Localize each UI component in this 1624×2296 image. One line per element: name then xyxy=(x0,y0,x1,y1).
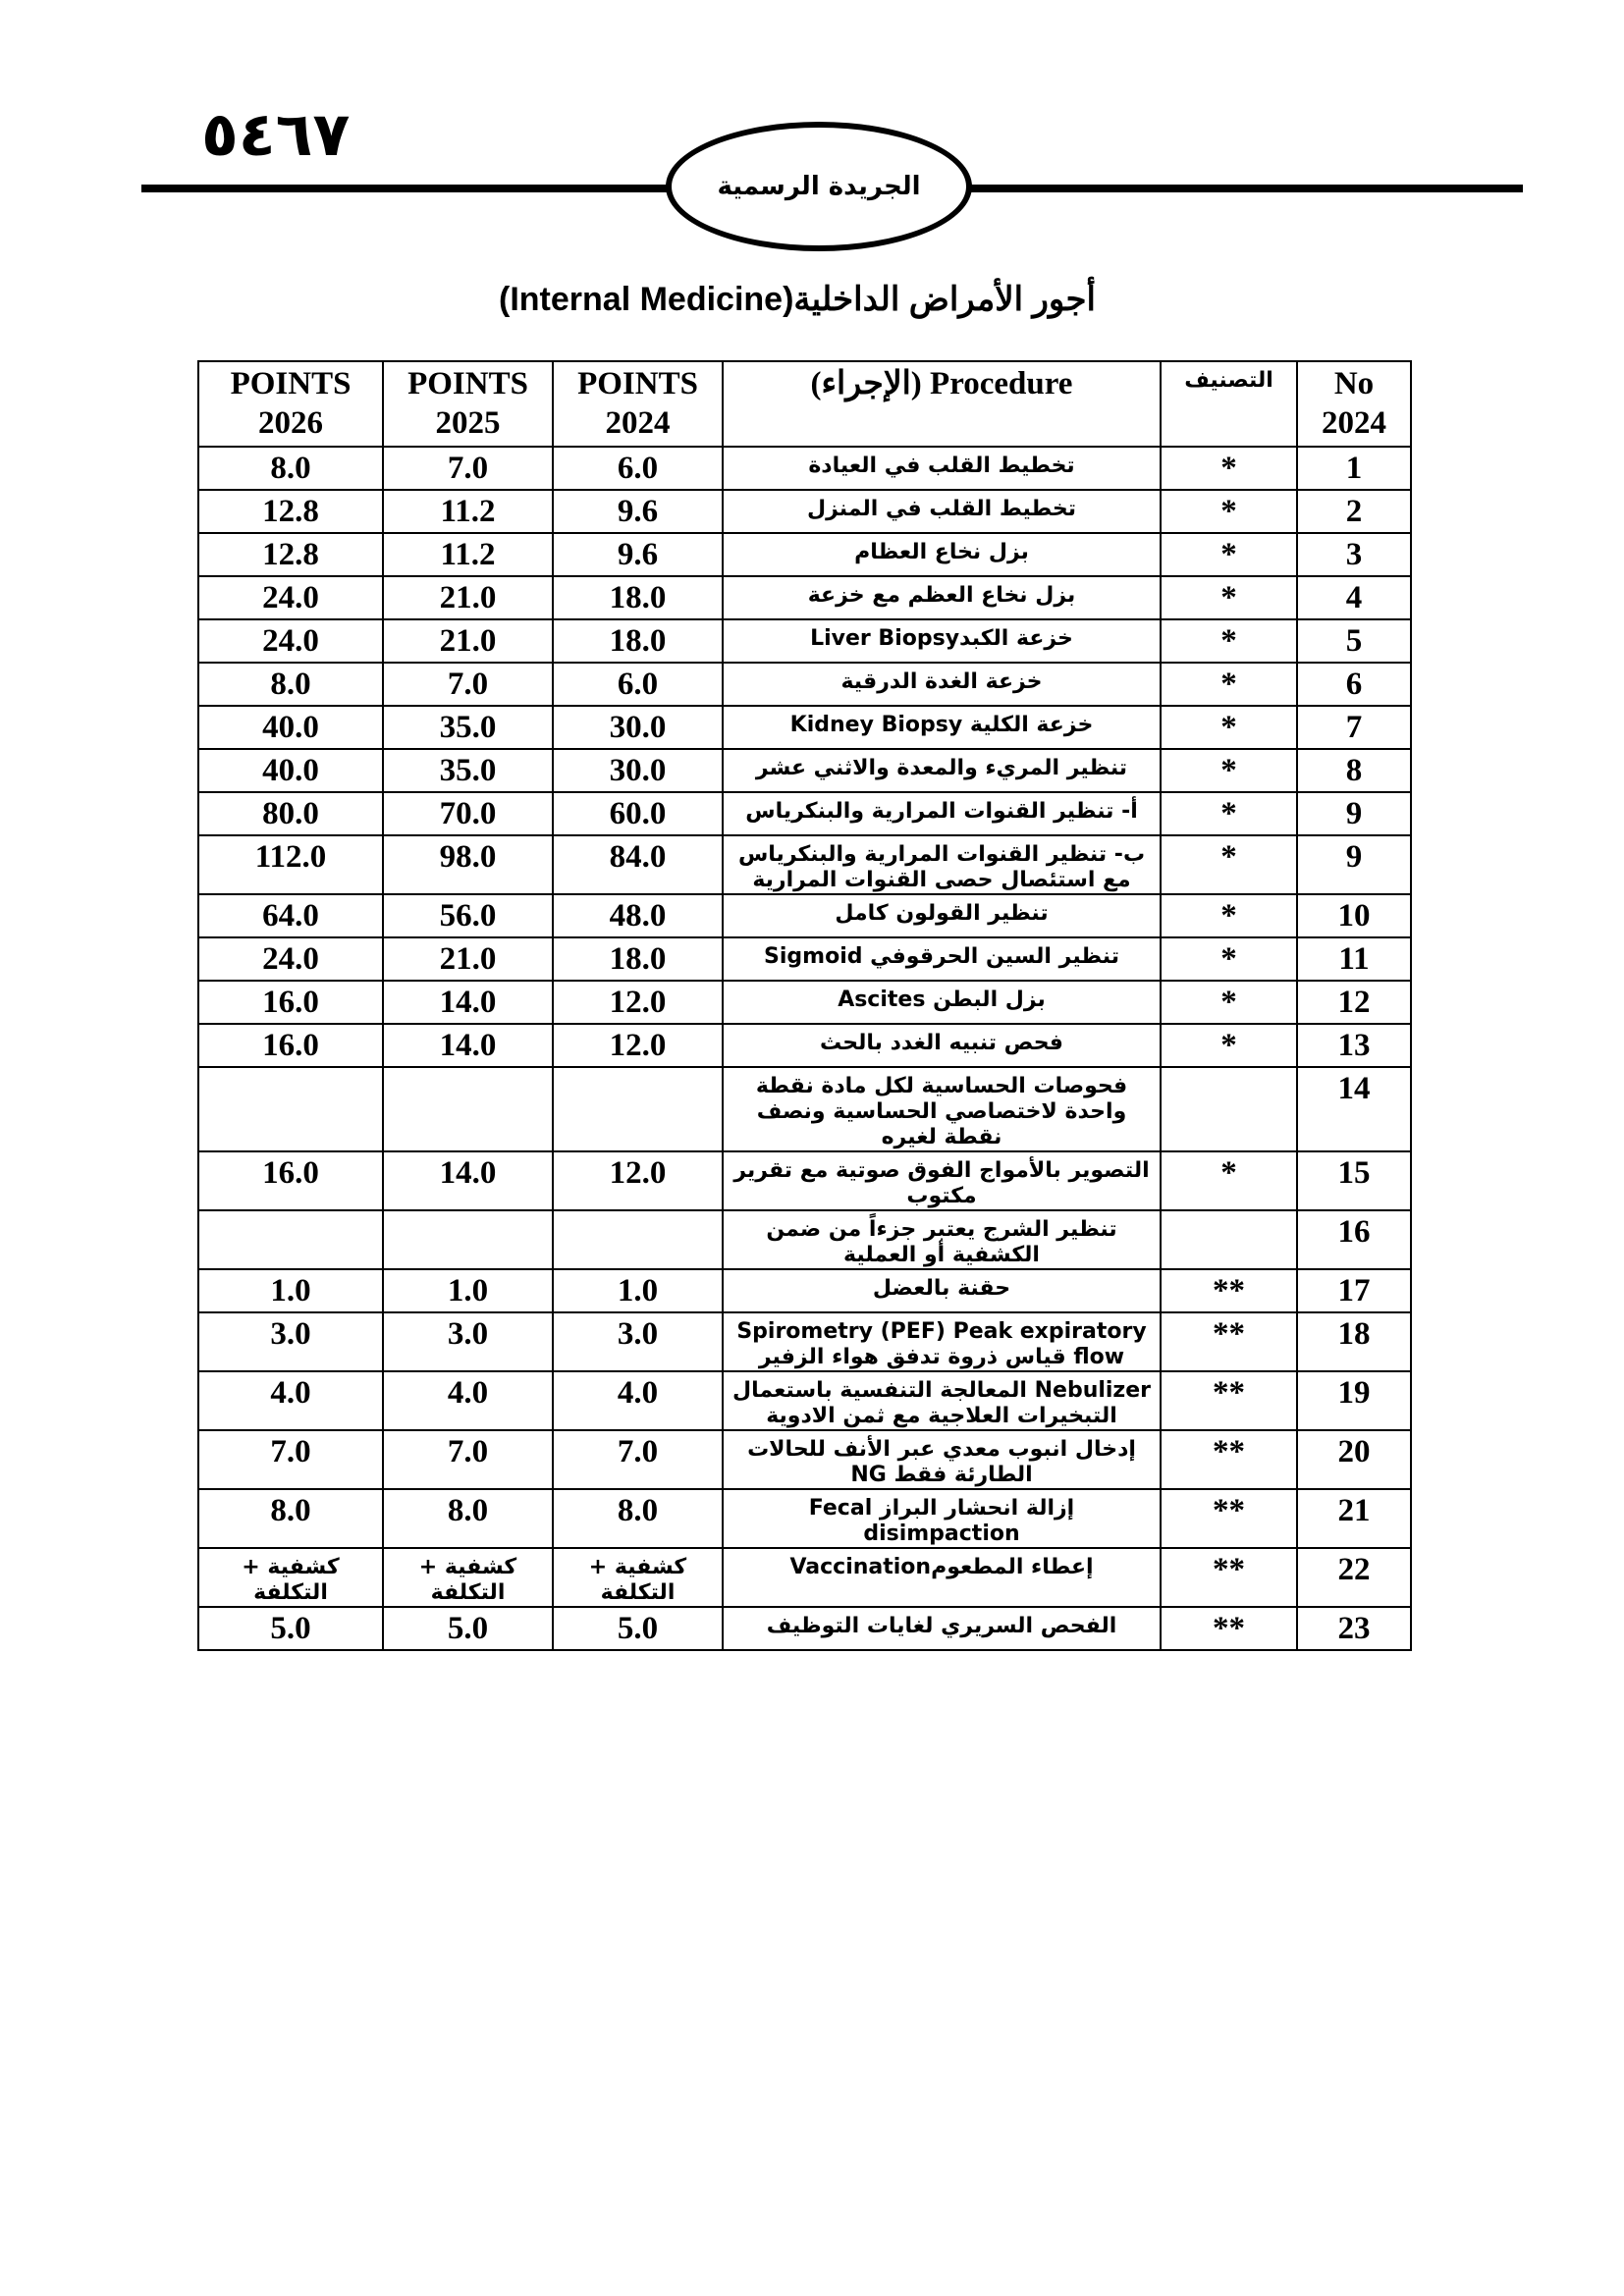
cell-classification: * xyxy=(1161,1151,1297,1210)
cell-points-2025: كشفية + التكلفة xyxy=(383,1548,553,1607)
cell-points-2025: 7.0 xyxy=(383,447,553,490)
cell-classification: * xyxy=(1161,937,1297,981)
cell-points-2024: 8.0 xyxy=(553,1489,723,1548)
cell-points-2025: 8.0 xyxy=(383,1489,553,1548)
cell-points-2025: 56.0 xyxy=(383,894,553,937)
table-row xyxy=(198,490,1411,533)
cell-points-2026: 80.0 xyxy=(198,792,383,835)
cell-procedure: حقنة بالعضل xyxy=(723,1269,1161,1312)
cell-points-2025: 35.0 xyxy=(383,749,553,792)
table-row xyxy=(198,619,1411,663)
header-procedure: Procedure (الإجراء) xyxy=(723,361,1161,447)
cell-procedure: إدخال انبوب معدي عبر الأنف للحالات الطارئة فقط NG xyxy=(723,1430,1161,1489)
cell-no: 4 xyxy=(1297,576,1411,619)
cell-points-2026: 12.8 xyxy=(198,533,383,576)
cell-procedure: Nebulizer المعالجة التنفسية باستعمال التبخيرات العلاجية مع ثمن الادوية xyxy=(723,1371,1161,1430)
cell-points-2024: كشفية + التكلفة xyxy=(553,1548,723,1607)
cell-points-2026 xyxy=(198,1067,383,1151)
table-row xyxy=(198,1151,1411,1210)
table-row xyxy=(198,447,1411,490)
cell-points-2026: 40.0 xyxy=(198,706,383,749)
table-row xyxy=(198,1489,1411,1548)
cell-classification: * xyxy=(1161,835,1297,894)
cell-points-2025: 1.0 xyxy=(383,1269,553,1312)
cell-points-2025: 3.0 xyxy=(383,1312,553,1371)
cell-points-2026: 64.0 xyxy=(198,894,383,937)
cell-no: 10 xyxy=(1297,894,1411,937)
cell-points-2024: 60.0 xyxy=(553,792,723,835)
cell-points-2024: 18.0 xyxy=(553,937,723,981)
cell-procedure: تنظير القولون كامل xyxy=(723,894,1161,937)
header-points-2026: POINTS 2026 xyxy=(198,361,383,447)
cell-procedure: ب- تنظير القنوات المرارية والبنكرياس مع استئصال حصى القنوات المرارية xyxy=(723,835,1161,894)
cell-classification: ** xyxy=(1161,1489,1297,1548)
cell-no: 5 xyxy=(1297,619,1411,663)
cell-no: 6 xyxy=(1297,663,1411,706)
table-row xyxy=(198,835,1411,894)
header-no: No 2024 xyxy=(1297,361,1411,447)
cell-points-2026 xyxy=(198,1210,383,1269)
table-row xyxy=(198,1371,1411,1430)
cell-points-2026: 7.0 xyxy=(198,1430,383,1489)
cell-points-2025: 21.0 xyxy=(383,619,553,663)
cell-no: 12 xyxy=(1297,981,1411,1024)
cell-procedure: بزل نخاع العظام xyxy=(723,533,1161,576)
cell-procedure: التصوير بالأمواج الفوق صوتية مع تقرير مكتوب xyxy=(723,1151,1161,1210)
cell-procedure: تخطيط القلب في المنزل xyxy=(723,490,1161,533)
cell-points-2026: 16.0 xyxy=(198,1024,383,1067)
cell-classification: * xyxy=(1161,576,1297,619)
cell-classification: * xyxy=(1161,1024,1297,1067)
cell-procedure: خزعة الغدة الدرقية xyxy=(723,663,1161,706)
cell-classification: * xyxy=(1161,533,1297,576)
cell-points-2024: 84.0 xyxy=(553,835,723,894)
table-row xyxy=(198,937,1411,981)
cell-classification: * xyxy=(1161,490,1297,533)
cell-classification: * xyxy=(1161,894,1297,937)
table-row xyxy=(198,792,1411,835)
table-row xyxy=(198,1430,1411,1489)
cell-points-2024: 7.0 xyxy=(553,1430,723,1489)
cell-points-2024: 18.0 xyxy=(553,576,723,619)
cell-points-2024: 3.0 xyxy=(553,1312,723,1371)
cell-points-2025: 7.0 xyxy=(383,1430,553,1489)
table-row xyxy=(198,1269,1411,1312)
table-row xyxy=(198,1067,1411,1151)
cell-points-2024: 48.0 xyxy=(553,894,723,937)
cell-procedure: تنظير المريء والمعدة والاثني عشر xyxy=(723,749,1161,792)
cell-points-2025: 4.0 xyxy=(383,1371,553,1430)
cell-procedure: تخطيط القلب في العيادة xyxy=(723,447,1161,490)
cell-procedure: تنظير الشرج يعتبر جزءاً من ضمن الكشفية أو العملية xyxy=(723,1210,1161,1269)
table-row xyxy=(198,1607,1411,1650)
fees-table xyxy=(197,360,1412,1651)
table-row xyxy=(198,894,1411,937)
cell-points-2025: 70.0 xyxy=(383,792,553,835)
cell-points-2024: 30.0 xyxy=(553,749,723,792)
cell-no: 2 xyxy=(1297,490,1411,533)
cell-points-2024: 12.0 xyxy=(553,981,723,1024)
cell-no: 8 xyxy=(1297,749,1411,792)
cell-no: 13 xyxy=(1297,1024,1411,1067)
cell-points-2024: 6.0 xyxy=(553,447,723,490)
cell-points-2024: 5.0 xyxy=(553,1607,723,1650)
cell-points-2026: 4.0 xyxy=(198,1371,383,1430)
cell-points-2024: 30.0 xyxy=(553,706,723,749)
cell-classification xyxy=(1161,1210,1297,1269)
table-row xyxy=(198,1210,1411,1269)
cell-classification xyxy=(1161,1067,1297,1151)
cell-points-2024 xyxy=(553,1210,723,1269)
cell-no: 7 xyxy=(1297,706,1411,749)
cell-classification: * xyxy=(1161,981,1297,1024)
cell-points-2025 xyxy=(383,1067,553,1151)
page-number: ٥٤٦٧ xyxy=(201,98,351,170)
table-row xyxy=(198,1548,1411,1607)
cell-points-2024: 18.0 xyxy=(553,619,723,663)
cell-no: 18 xyxy=(1297,1312,1411,1371)
table-row xyxy=(198,1312,1411,1371)
cell-no: 1 xyxy=(1297,447,1411,490)
cell-points-2024: 4.0 xyxy=(553,1371,723,1430)
cell-points-2026: 8.0 xyxy=(198,663,383,706)
cell-points-2025: 14.0 xyxy=(383,981,553,1024)
cell-no: 9 xyxy=(1297,835,1411,894)
cell-no: 20 xyxy=(1297,1430,1411,1489)
cell-classification: ** xyxy=(1161,1548,1297,1607)
cell-points-2024: 12.0 xyxy=(553,1151,723,1210)
cell-points-2026: 112.0 xyxy=(198,835,383,894)
cell-procedure: خزعة الكلية Kidney Biopsy xyxy=(723,706,1161,749)
cell-points-2026: 24.0 xyxy=(198,619,383,663)
cell-points-2024: 6.0 xyxy=(553,663,723,706)
cell-classification: ** xyxy=(1161,1430,1297,1489)
cell-no: 9 xyxy=(1297,792,1411,835)
cell-no: 16 xyxy=(1297,1210,1411,1269)
table-row xyxy=(198,981,1411,1024)
cell-points-2026: 24.0 xyxy=(198,937,383,981)
cell-procedure: أ- تنظير القنوات المرارية والبنكرياس xyxy=(723,792,1161,835)
cell-classification: ** xyxy=(1161,1269,1297,1312)
header-points-2025: POINTS 2025 xyxy=(383,361,553,447)
cell-procedure: بزل نخاع العظم مع خزعة xyxy=(723,576,1161,619)
cell-points-2025: 35.0 xyxy=(383,706,553,749)
cell-points-2025: 11.2 xyxy=(383,533,553,576)
cell-points-2025: 14.0 xyxy=(383,1151,553,1210)
cell-no: 22 xyxy=(1297,1548,1411,1607)
cell-points-2025: 21.0 xyxy=(383,576,553,619)
cell-points-2025: 14.0 xyxy=(383,1024,553,1067)
cell-classification: * xyxy=(1161,792,1297,835)
cell-classification: * xyxy=(1161,619,1297,663)
cell-points-2025: 7.0 xyxy=(383,663,553,706)
cell-points-2026: 40.0 xyxy=(198,749,383,792)
cell-procedure: Spirometry (PEF) Peak expiratory flow قياس ذروة تدفق هواء الزفير xyxy=(723,1312,1161,1371)
cell-points-2024: 12.0 xyxy=(553,1024,723,1067)
cell-classification: ** xyxy=(1161,1371,1297,1430)
cell-classification: * xyxy=(1161,749,1297,792)
cell-procedure: إعطاء المطعومVaccination xyxy=(723,1548,1161,1607)
cell-no: 11 xyxy=(1297,937,1411,981)
cell-classification: ** xyxy=(1161,1607,1297,1650)
table-row xyxy=(198,1024,1411,1067)
cell-procedure: فحص تنبيه الغدد بالحث xyxy=(723,1024,1161,1067)
cell-procedure: فحوصات الحساسية لكل مادة نقطة واحدة لاختصاصي الحساسية ونصف نقطة لغيره xyxy=(723,1067,1161,1151)
cell-classification: * xyxy=(1161,663,1297,706)
table-row xyxy=(198,663,1411,706)
cell-points-2026: 12.8 xyxy=(198,490,383,533)
header-points-2024: POINTS 2024 xyxy=(553,361,723,447)
cell-points-2026: 3.0 xyxy=(198,1312,383,1371)
gazette-name: الجريدة الرسمية xyxy=(717,172,921,201)
cell-points-2026: 16.0 xyxy=(198,1151,383,1210)
table-row xyxy=(198,706,1411,749)
cell-classification: ** xyxy=(1161,1312,1297,1371)
cell-points-2024: 9.6 xyxy=(553,533,723,576)
cell-classification: * xyxy=(1161,447,1297,490)
table-row xyxy=(198,749,1411,792)
cell-no: 23 xyxy=(1297,1607,1411,1650)
cell-points-2026: 1.0 xyxy=(198,1269,383,1312)
cell-no: 3 xyxy=(1297,533,1411,576)
cell-no: 14 xyxy=(1297,1067,1411,1151)
gazette-emblem xyxy=(666,122,972,251)
cell-procedure: بزل البطن Ascites xyxy=(723,981,1161,1024)
cell-points-2026: 8.0 xyxy=(198,1489,383,1548)
cell-points-2025: 11.2 xyxy=(383,490,553,533)
cell-points-2026: 8.0 xyxy=(198,447,383,490)
cell-no: 15 xyxy=(1297,1151,1411,1210)
cell-points-2025 xyxy=(383,1210,553,1269)
cell-procedure: خزعة الكبدLiver Biopsy xyxy=(723,619,1161,663)
cell-points-2026: 5.0 xyxy=(198,1607,383,1650)
cell-points-2025: 5.0 xyxy=(383,1607,553,1650)
cell-procedure: الفحص السريري لغايات التوظيف xyxy=(723,1607,1161,1650)
cell-no: 17 xyxy=(1297,1269,1411,1312)
cell-points-2026: 24.0 xyxy=(198,576,383,619)
header-classification: التصنيف xyxy=(1161,361,1297,447)
cell-points-2024: 1.0 xyxy=(553,1269,723,1312)
cell-points-2025: 98.0 xyxy=(383,835,553,894)
cell-procedure: تنظير السين الحرقوفي Sigmoid xyxy=(723,937,1161,981)
cell-points-2026: كشفية + التكلفة xyxy=(198,1548,383,1607)
cell-points-2026: 16.0 xyxy=(198,981,383,1024)
cell-procedure: إزالة انحشار البراز Fecal disimpaction xyxy=(723,1489,1161,1548)
cell-points-2024 xyxy=(553,1067,723,1151)
cell-points-2024: 9.6 xyxy=(553,490,723,533)
table-row xyxy=(198,533,1411,576)
cell-no: 19 xyxy=(1297,1371,1411,1430)
cell-points-2025: 21.0 xyxy=(383,937,553,981)
section-title: أجور الأمراض الداخلية(Internal Medicine) xyxy=(499,281,1096,318)
cell-no: 21 xyxy=(1297,1489,1411,1548)
table-row xyxy=(198,576,1411,619)
cell-classification: * xyxy=(1161,706,1297,749)
